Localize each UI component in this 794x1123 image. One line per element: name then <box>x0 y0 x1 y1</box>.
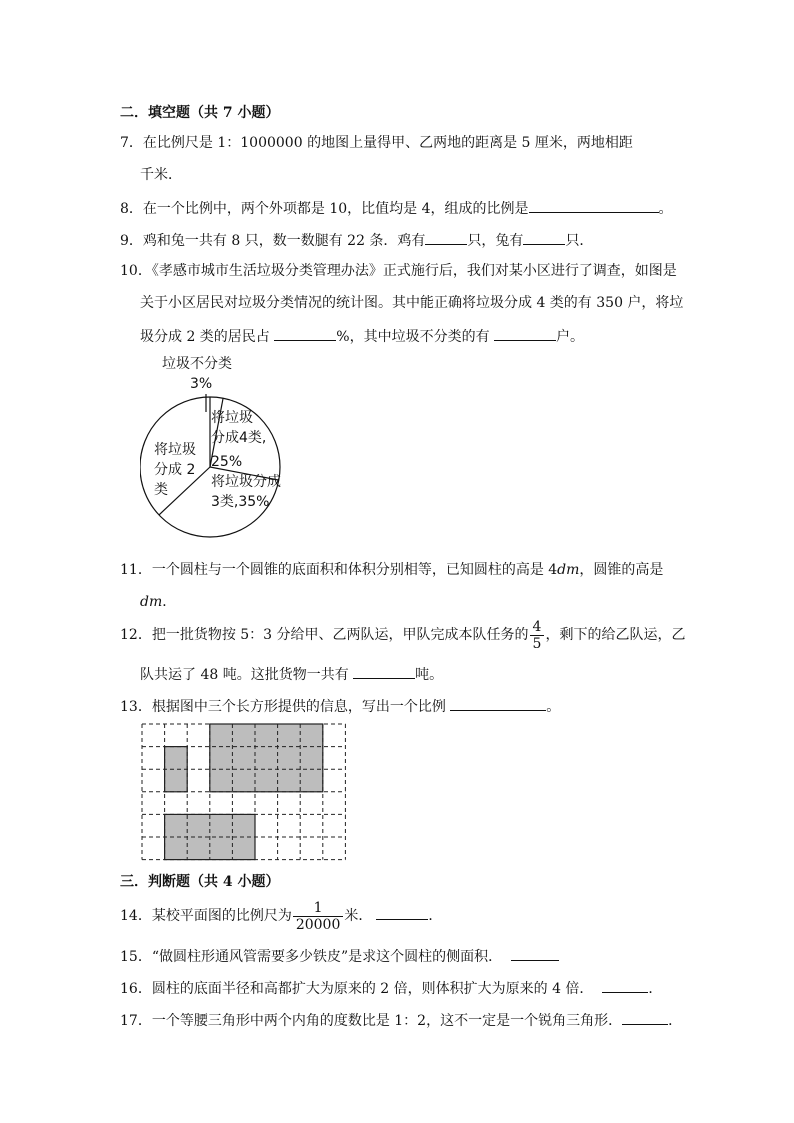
unit-dm: dm <box>140 594 163 610</box>
label-four-2: 分成4类, <box>211 430 267 446</box>
question-16-text: 16．圆柱的底面半径和高都扩大为原来的 2 倍，则体积扩大为原来的 4 倍． <box>120 981 594 997</box>
question-8-text: 8．在一个比例中，两个外项都是 10，比值均是 4，组成的比例是 <box>120 201 529 217</box>
question-7-line-2: 千米． <box>140 167 182 183</box>
question-10-text-d: %，其中垃圾不分类的有 <box>336 329 490 345</box>
label-four-1: 将垃圾 <box>211 410 253 426</box>
answer-blank[interactable] <box>425 230 467 245</box>
label-two-2: 分成 2 <box>154 462 196 478</box>
answer-blank[interactable] <box>529 198 659 213</box>
question-16 <box>120 978 662 998</box>
answer-blank[interactable] <box>523 230 565 245</box>
answer-blank[interactable] <box>511 946 559 961</box>
question-14-end: ． <box>428 908 443 924</box>
rectangle-grid-diagram <box>140 722 352 864</box>
denominator: 20000 <box>295 916 341 933</box>
question-11-text: 11．一个圆柱与一个圆锥的底面积和体积分别相等，已知圆柱的高是 4 <box>120 562 558 578</box>
question-17-text: 17．一个等腰三角形中两个内角的度数比是 1：2，这不一定是一个锐角三角形． <box>120 1013 623 1029</box>
answer-blank[interactable] <box>494 326 556 341</box>
question-10-line-3 <box>140 326 584 346</box>
question-12-text-c: 队共运了 48 吨。这批货物一共有 <box>140 667 349 683</box>
question-8 <box>120 198 673 218</box>
answer-blank[interactable] <box>450 696 546 711</box>
label-two-3: 类 <box>154 482 168 498</box>
label-two-1: 将垃圾 <box>154 442 196 458</box>
question-11-line-1 <box>120 561 663 579</box>
question-14-text: 14．某校平面图的比例尺为 <box>120 908 292 924</box>
question-11-line-2 <box>140 593 176 611</box>
question-10-text-e: 户。 <box>556 329 585 345</box>
label-four-3: 25% <box>211 454 243 470</box>
pie-chart <box>140 350 300 540</box>
answer-blank[interactable] <box>353 664 415 679</box>
question-7-line-1: 7．在比例尺是 1：1000000 的地图上量得甲、乙两地的距离是 5 厘米，两地相距 <box>120 135 633 151</box>
question-10-line-2: 关于小区居民对垃圾分类情况的统计图。其中能正确将垃圾分成 4 类的有 350 户，将垃 <box>140 295 684 311</box>
shaded-rectangle-1 <box>165 747 188 792</box>
question-12-end: 吨。 <box>415 667 444 683</box>
label-none-name: 垃圾不分类 <box>162 356 232 372</box>
question-14 <box>120 898 442 934</box>
numerator: 4 <box>530 619 545 636</box>
section-2-title: 二．填空题（共 7 小题） <box>120 105 280 121</box>
fraction-scale <box>293 900 344 933</box>
question-16-end: ． <box>648 981 663 997</box>
answer-blank[interactable] <box>602 978 648 993</box>
question-11-end: ． <box>162 594 177 610</box>
question-17-end: ． <box>668 1013 683 1029</box>
question-12-text: 12．把一批货物按 5：3 分给甲、乙两队运，甲队完成本队任务的 <box>120 627 529 643</box>
question-15-text: 15．“做圆柱形通风管需要多少铁皮”是求这个圆柱的侧面积． <box>120 949 503 965</box>
fraction-4-5 <box>530 619 545 652</box>
label-three-2: 3类,35% <box>211 494 270 510</box>
answer-blank[interactable] <box>376 905 428 920</box>
section-3-title: 三．判断题（共 4 小题） <box>120 874 280 890</box>
question-9 <box>120 230 593 250</box>
question-9-end: 只． <box>565 233 594 249</box>
label-three-1: 将垃圾分成 <box>211 474 281 490</box>
question-12-mid: ，剩下的给乙队运，乙 <box>545 627 686 643</box>
unit-dm: dm <box>557 562 580 578</box>
question-13-end: 。 <box>546 699 561 715</box>
label-none-pct: 3% <box>190 376 213 392</box>
answer-blank[interactable] <box>622 1010 668 1025</box>
question-17 <box>120 1010 682 1030</box>
question-10-text-c: 圾分成 2 类的居民占 <box>140 329 270 345</box>
question-12-line-2 <box>140 664 443 684</box>
question-9-mid: 只，兔有 <box>467 233 524 249</box>
question-15 <box>120 946 559 966</box>
question-8-end: 。 <box>658 201 673 217</box>
question-13-text: 13．根据图中三个长方形提供的信息，写出一个比例 <box>120 699 446 715</box>
question-14-mid: 米． <box>344 908 373 924</box>
question-11-mid: ，圆锥的高是 <box>579 562 664 578</box>
question-13 <box>120 696 560 716</box>
answer-blank[interactable] <box>274 326 336 341</box>
question-12-line-1 <box>120 618 685 652</box>
numerator: 1 <box>293 900 344 917</box>
question-9-text: 9．鸡和兔一共有 8 只，数一数腿有 22 条．鸡有 <box>120 233 426 249</box>
shaded-rectangle-2 <box>210 724 323 792</box>
question-10-line-1: 10．《孝感市城市生活垃圾分类管理办法》正式施行后，我们对某小区进行了调查，如图是 <box>120 263 677 279</box>
denominator: 5 <box>532 635 542 652</box>
